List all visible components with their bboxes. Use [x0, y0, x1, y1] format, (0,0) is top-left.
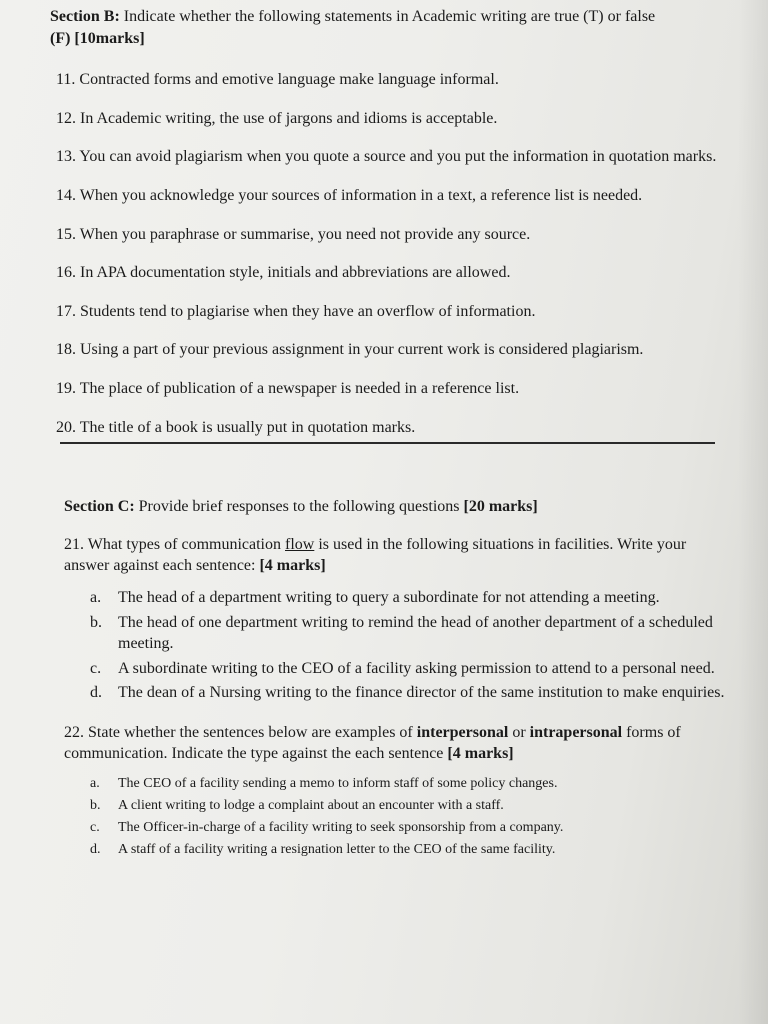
question-21-underlined: flow — [285, 535, 315, 553]
question-21-text — [64, 534, 728, 577]
item-text: The Officer-in-charge of a facility writing to seek sponsorship from a company. — [118, 819, 564, 835]
question-21-marks: [4 marks] — [259, 557, 326, 575]
item-letter: d. — [90, 684, 102, 702]
question-22-item-b — [90, 797, 728, 816]
question-22-text — [64, 722, 728, 765]
section-c-label: Section C: — [64, 498, 135, 516]
question-22-item-d — [90, 841, 728, 860]
section-c — [50, 496, 728, 518]
section-b — [50, 6, 728, 444]
section-b-marks: (F) [10marks] — [50, 29, 145, 47]
statement-12: 12. In Academic writing, the use of jargons and idioms is acceptable. — [56, 109, 498, 127]
question-21-items — [90, 587, 728, 704]
section-b-instruction: Indicate whether the following statements in Academic writing are true (T) or false — [119, 8, 656, 25]
section-divider — [60, 442, 715, 444]
question-22-post: forms of communication. Indicate the type against the each sentence — [64, 723, 681, 763]
item-letter: a. — [90, 588, 102, 606]
question-22-mid: or — [508, 723, 530, 741]
statement-11: 11. Contracted forms and emotive language make language informal. — [56, 71, 499, 89]
question-21-item-a — [90, 587, 728, 609]
question-22-item-c — [90, 819, 728, 838]
question-21-item-c — [90, 658, 728, 680]
item-text: The head of one department writing to remind the head of another department of a scheduled meeting. — [118, 613, 713, 653]
item-text: The CEO of a facility sending a memo to inform staff of some policy changes. — [118, 776, 558, 792]
question-21-item-b — [90, 612, 728, 655]
statement-19: 19. The place of publication of a newspaper is needed in a reference list. — [56, 379, 520, 397]
question-22-pre: 22. State whether the sentences below are examples of — [64, 723, 417, 741]
item-letter: b. — [90, 797, 101, 813]
statement-15: 15. When you paraphrase or summarise, you need not provide any source. — [56, 225, 531, 243]
question-22-item-a — [90, 775, 728, 794]
statement-16: 16. In APA documentation style, initials and abbreviations are allowed. — [56, 264, 511, 282]
item-text: The dean of a Nursing writing to the finance director of the same institution to make enquiries. — [118, 684, 725, 702]
statement-18: 18. Using a part of your previous assignment in your current work is considered plagiarism. — [56, 341, 644, 359]
section-b-label: Section B: — [50, 8, 120, 25]
item-text: The head of a department writing to query a subordinate for not attending a meeting. — [118, 588, 660, 606]
item-text: A staff of a facility writing a resignation letter to the CEO of the same facility. — [118, 841, 556, 857]
item-letter: b. — [90, 613, 102, 631]
question-22-items — [90, 775, 728, 860]
question-21 — [50, 534, 728, 704]
item-text: A client writing to lodge a complaint about an encounter with a staff. — [118, 797, 504, 813]
statement-17: 17. Students tend to plagiarise when they have an overflow of information. — [56, 302, 536, 320]
question-22-bold-interpersonal: interpersonal — [416, 723, 509, 741]
statement-13: 13. You can avoid plagiarism when you quote a source and you put the information in quotation marks. — [56, 148, 717, 166]
section-b-heading — [50, 6, 728, 49]
section-c-instruction: Provide brief responses to the following questions — [134, 498, 464, 516]
section-b-statements — [50, 69, 728, 438]
item-letter: c. — [90, 659, 102, 677]
item-letter: d. — [90, 841, 101, 857]
question-22-bold-intrapersonal: intrapersonal — [529, 723, 623, 741]
question-22 — [50, 722, 728, 860]
section-c-heading — [64, 496, 728, 518]
statement-14: 14. When you acknowledge your sources of information in a text, a reference list is needed. — [56, 186, 643, 204]
item-letter: a. — [90, 776, 100, 792]
page-edge-shadow — [738, 0, 768, 1024]
question-21-pre: 21. What types of communication — [64, 535, 285, 553]
question-21-item-d — [90, 682, 728, 704]
section-c-marks: [20 marks] — [463, 498, 538, 516]
statement-20: 20. The title of a book is usually put in quotation marks. — [56, 418, 416, 436]
item-text: A subordinate writing to the CEO of a facility asking permission to attend to a personal need. — [118, 659, 715, 677]
item-letter: c. — [90, 819, 100, 835]
question-21-post: is used in the following situations in facilities. Write your answer against each sentence: — [64, 535, 687, 575]
question-22-marks: [4 marks] — [447, 745, 514, 763]
